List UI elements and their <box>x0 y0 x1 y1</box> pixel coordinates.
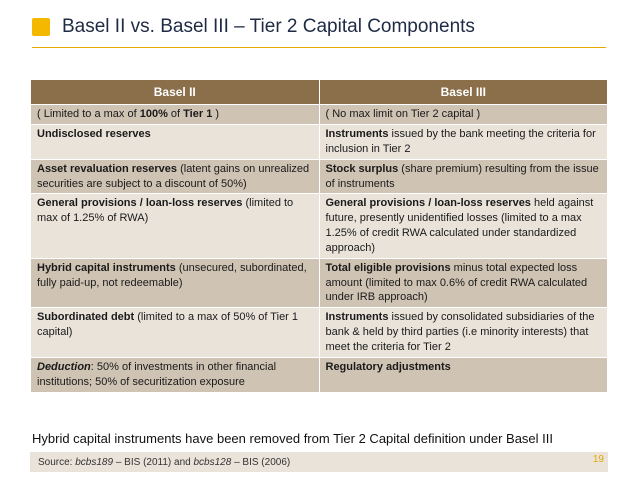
table-row <box>31 194 608 258</box>
basel-ii-cell: General provisions / loan-loss reserves (limited to max of 1.25% of RWA) <box>31 194 320 258</box>
table-row <box>31 357 608 392</box>
source-citation: Source: bcbs189 – BIS (2011) and bcbs128 – BIS (2006) <box>38 456 291 468</box>
basel-ii-cell: Asset revaluation reserves (latent gains on unrealized securities are subject to a discount of 50%) <box>31 159 320 194</box>
table-row <box>31 308 608 358</box>
basel-iii-cell: Stock surplus (share premium) resulting from the issue of instruments <box>319 159 608 194</box>
basel-iii-cell: ( No max limit on Tier 2 capital ) <box>319 105 608 125</box>
footer-source-band <box>30 452 608 472</box>
table-row <box>31 125 608 160</box>
title-divider <box>32 47 606 48</box>
slide-title-bar <box>32 12 475 42</box>
table-row <box>31 159 608 194</box>
basel-ii-cell: Hybrid capital instruments (unsecured, subordinated, fully paid-up, not redeemable) <box>31 258 320 308</box>
page-number: 19 <box>592 454 604 465</box>
header-basel-iii: Basel III <box>319 80 608 105</box>
conclusion-text: Hybrid capital instruments have been removed from Tier 2 Capital definition under Basel III <box>32 431 553 446</box>
basel-iii-cell: Regulatory adjustments <box>319 357 608 392</box>
basel-ii-cell: Subordinated debt (limited to a max of 50% of Tier 1 capital) <box>31 308 320 358</box>
header-basel-ii: Basel II <box>31 80 320 105</box>
table-row <box>31 105 608 125</box>
table-row <box>31 258 608 308</box>
basel-ii-cell: ( Limited to a max of 100% of Tier 1 ) <box>31 105 320 125</box>
slide-title: Basel II vs. Basel III – Tier 2 Capital Components <box>62 16 475 37</box>
comparison-table <box>30 79 608 393</box>
table-header-row <box>31 80 608 105</box>
basel-iii-cell: Instruments issued by the bank meeting the criteria for inclusion in Tier 2 <box>319 125 608 160</box>
title-bullet-icon <box>32 18 50 36</box>
basel-iii-cell: Instruments issued by consolidated subsidiaries of the bank & held by third parties (i.e minority interests) that meet the criteria for Tier 2 <box>319 308 608 358</box>
basel-iii-cell: General provisions / loan-loss reserves held against future, presently unidentified losses (limited to a max 1.25% of credit RWA calculated under standardized approach) <box>319 194 608 258</box>
basel-ii-cell: Deduction: 50% of investments in other financial institutions; 50% of securitization exposure <box>31 357 320 392</box>
basel-ii-cell: Undisclosed reserves <box>31 125 320 160</box>
basel-iii-cell: Total eligible provisions minus total expected loss amount (limited to max 0.6% of credit RWA calculated under IRB approach) <box>319 258 608 308</box>
